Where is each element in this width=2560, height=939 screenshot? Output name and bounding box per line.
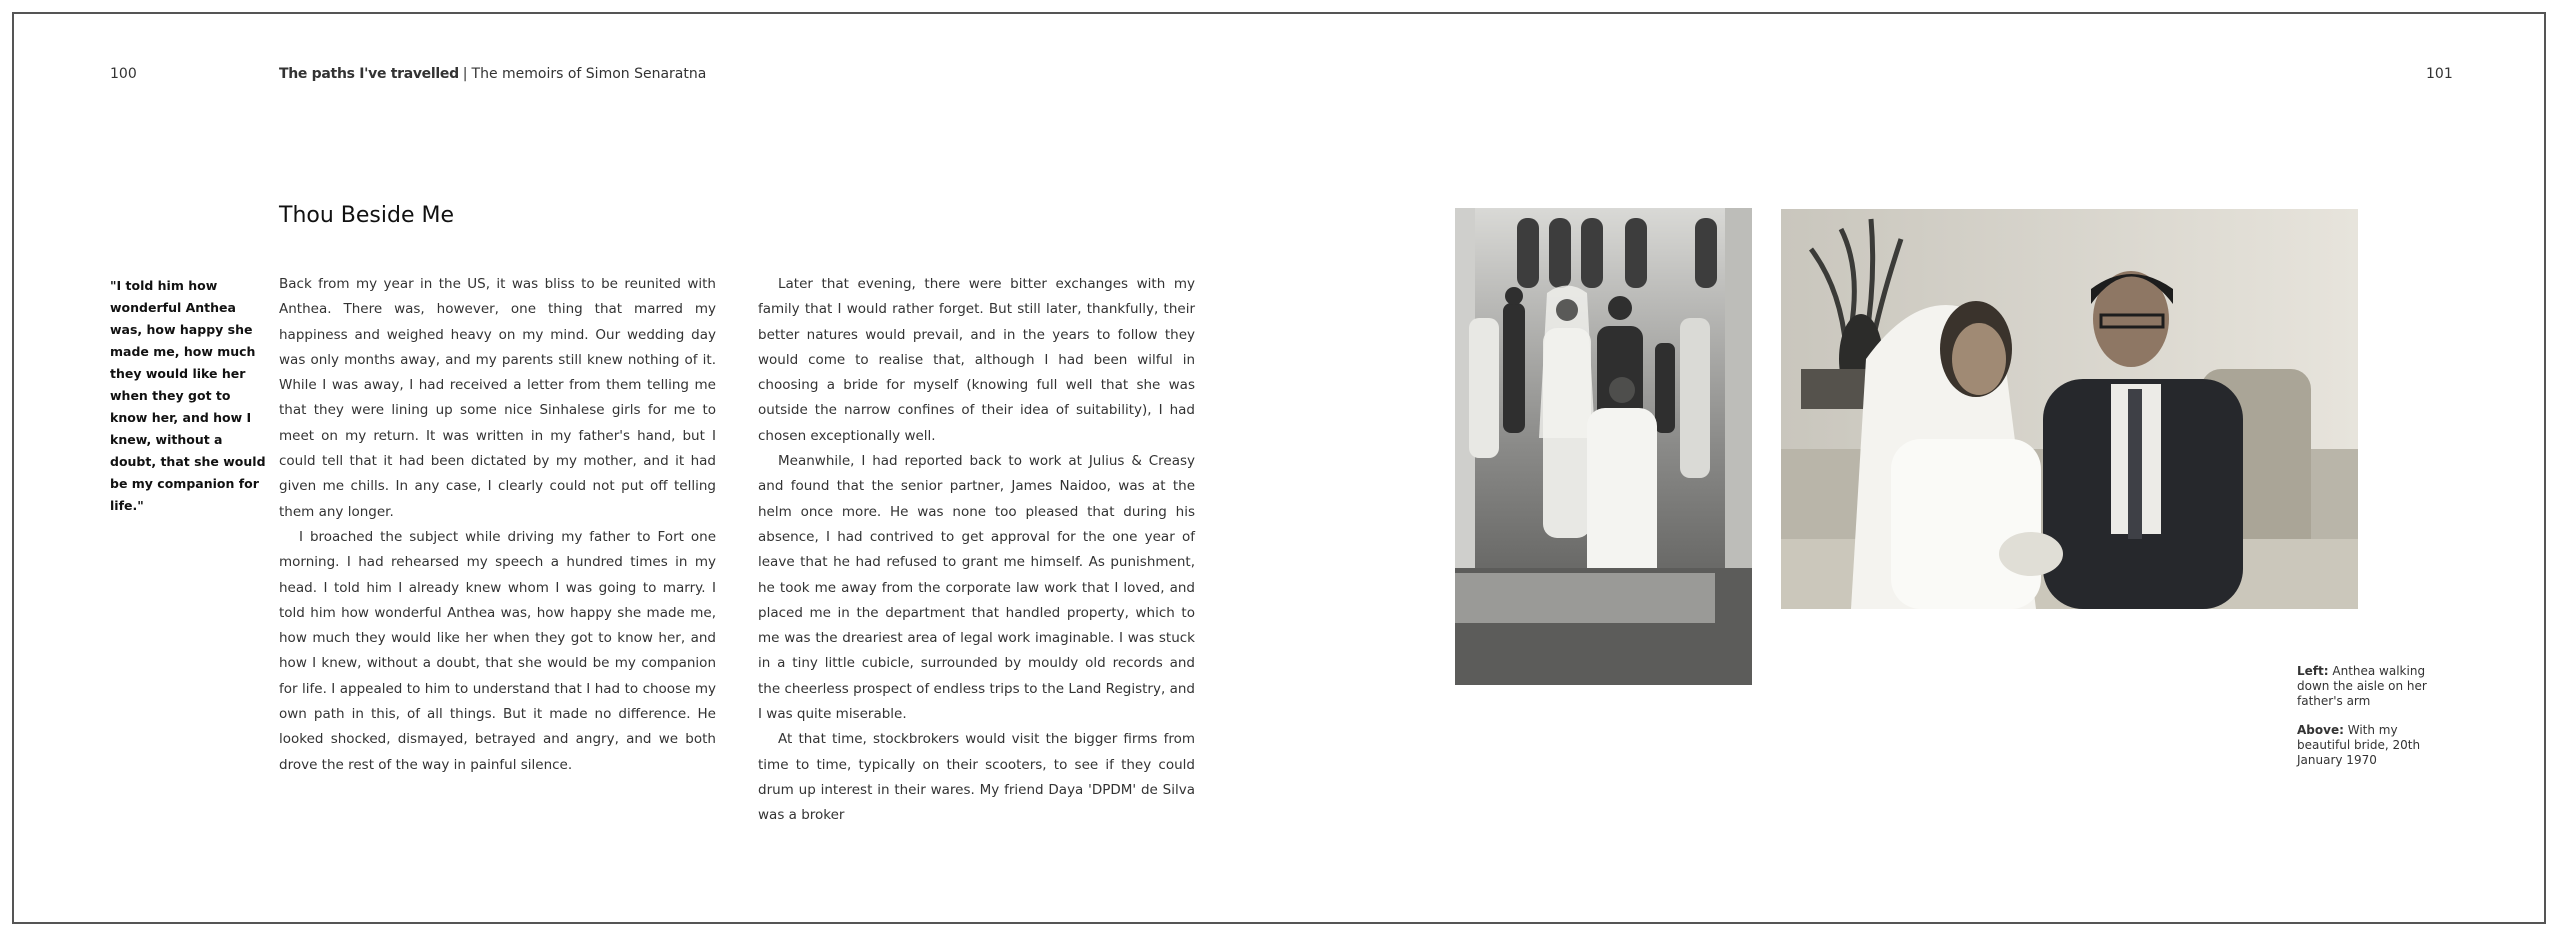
running-head xyxy=(279,66,706,82)
book-subtitle: The memoirs of Simon Senaratna xyxy=(471,66,707,82)
caption-text: Anthea walking down the aisle on her father's arm xyxy=(2297,664,2427,708)
chapter-title: Thou Beside Me xyxy=(279,203,454,228)
body-column-2 xyxy=(758,272,1195,829)
paragraph: Back from my year in the US, it was bliss to be reunited with Anthea. There was, however, one thing that marred my happiness and weighed heavy on my mind. Our wedding day was only months away, and my parents still knew nothing of it. While I was away, I had received a letter from them telling me that they were lining up some nice Sinhalese girls for me to meet on my return. It was written in my father's hand, but I could tell that it had been dictated by my mother, and it had given me chills. In any case, I clearly could not put off telling them any longer. xyxy=(279,276,716,520)
paragraph: Later that evening, there were bitter exchanges with my family that I would rather forget. But still later, thankfully, their better natures would prevail, and in the years to follow they would come to realise that, although I had been wilful in choosing a bride for myself (knowing full well that she was outside the narrow confines of their idea of suitability), I had chosen exceptionally well. xyxy=(758,276,1195,444)
book-title: The paths I've travelled xyxy=(279,66,459,82)
running-head-separator: | xyxy=(462,66,468,82)
caption-text: With my beautiful bride, 20th January 1970 xyxy=(2297,723,2421,767)
bride-groom-photo xyxy=(1781,209,2358,609)
page-number-left: 100 xyxy=(110,66,137,82)
caption-lead: Above: xyxy=(2297,723,2344,737)
wedding-aisle-photo xyxy=(1455,208,1752,685)
pull-quote: "I told him how wonderful Anthea was, how happy she made me, how much they would like her when they got to know her, and how I knew, without a doubt, that she would be my companion for life." xyxy=(110,278,266,513)
body-column-1 xyxy=(279,272,716,778)
caption-above-photo xyxy=(2297,723,2447,768)
paragraph: Meanwhile, I had reported back to work at Julius & Creasy and found that the senior partner, James Naidoo, was at the helm once more. He was none too pleased that during his absence, I had contrived to get approval for the one year of leave that he had refused to grant me himself. As punishment, he took me away from the corporate law work that I loved, and placed me in the department that handled property, which to me was the dreariest area of legal work imaginable. I was stuck in a tiny little cubicle, surrounded by mouldy old records and the cheerless prospect of endless trips to the Land Registry, and I was quite miserable. xyxy=(758,453,1195,723)
paragraph: I broached the subject while driving my father to Fort one morning. I had rehearsed my speech a hundred times in my head. I told him I already knew whom I was going to marry. I told him how wonderful Anthea was, how happy she made me, how much they would like her when they got to know her, and how I knew, without a doubt, that she would be my companion for life. I appealed to him to understand that I had to choose my own path in this, of all things. But it made no difference. He looked shocked, dismayed, betrayed and angry, and we both drove the rest of the way in painful silence. xyxy=(279,528,716,773)
paragraph: At that time, stockbrokers would visit the bigger firms from time to time, typically on their scooters, to see if they could drum up interest in their wares. My friend Daya 'DPDM' de Silva was a broker xyxy=(758,731,1195,824)
caption-lead: Left: xyxy=(2297,664,2329,678)
page-number-right: 101 xyxy=(2426,66,2453,82)
caption-left-photo xyxy=(2297,664,2447,709)
